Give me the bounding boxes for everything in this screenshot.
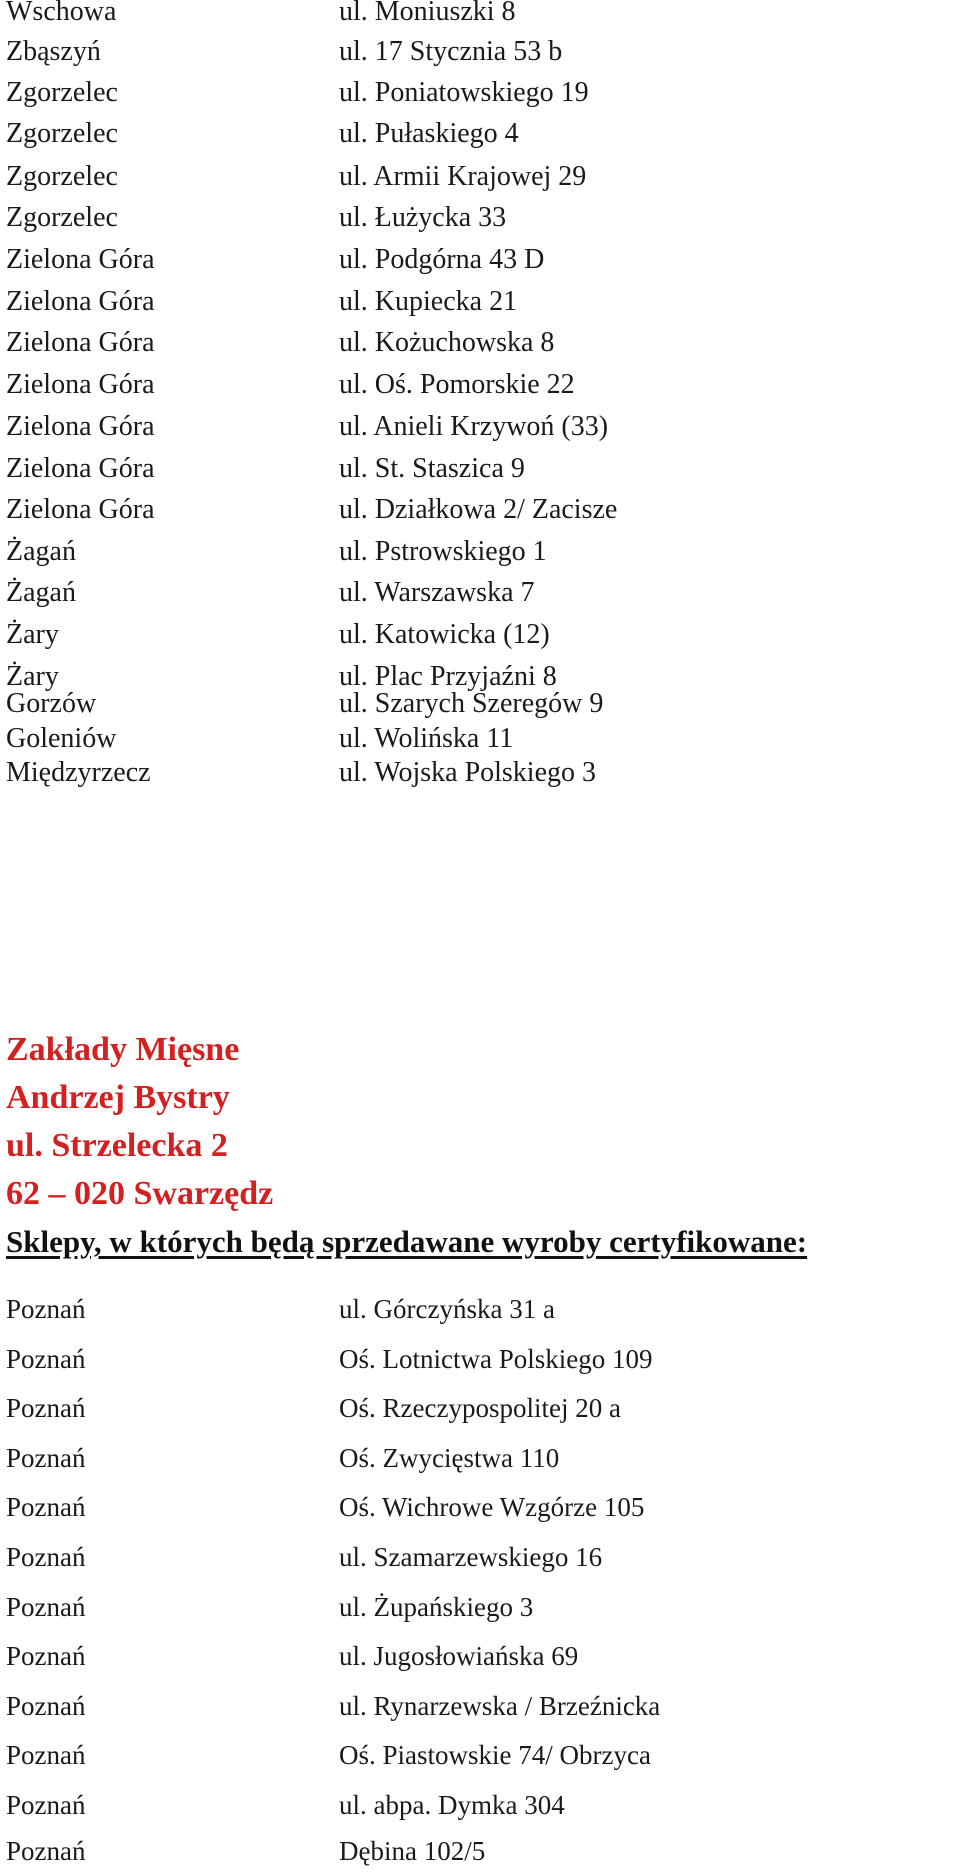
- street-address: ul. Moniuszki 8: [339, 0, 516, 27]
- street-address: ul. Szamarzewskiego 16: [339, 1542, 603, 1572]
- street-address: ul. Warszawska 7: [339, 577, 535, 608]
- list-item: [0, 1788, 960, 1828]
- city-name: Poznań: [6, 1790, 86, 1820]
- city-name: Poznań: [6, 1443, 86, 1473]
- list-item: [0, 1342, 960, 1382]
- city-name: Zielona Góra: [6, 411, 155, 442]
- city-name: Goleniów: [6, 723, 117, 754]
- list-item: [0, 410, 960, 450]
- street-address: Oś. Wichrowe Wzgórze 105: [339, 1492, 645, 1522]
- list-item: [0, 687, 960, 727]
- city-name: Żary: [6, 661, 59, 692]
- street-address: ul. Pułaskiego 4: [339, 118, 519, 149]
- street-address: ul. Jugosłowiańska 69: [339, 1641, 579, 1671]
- list-item: [0, 535, 960, 575]
- city-name: Żagań: [6, 577, 76, 608]
- city-name: Zielona Góra: [6, 453, 155, 484]
- street-address: ul. Anieli Krzywoń (33): [339, 411, 609, 442]
- city-name: Poznań: [6, 1836, 86, 1866]
- street-address: ul. Katowicka (12): [339, 619, 550, 650]
- street-address: ul. Plac Przyjaźni 8: [339, 661, 557, 692]
- city-name: Zielona Góra: [6, 286, 155, 317]
- street-address: ul. Wojska Polskiego 3: [339, 757, 597, 788]
- city-name: Zielona Góra: [6, 244, 155, 275]
- city-name: Zielona Góra: [6, 494, 155, 525]
- list-item: [0, 756, 960, 796]
- city-name: Zgorzelec: [6, 202, 118, 233]
- list-item: [0, 201, 960, 241]
- street-address: Oś. Zwycięstwa 110: [339, 1443, 560, 1473]
- list-item: [0, 35, 960, 75]
- street-address: ul. Pstrowskiego 1: [339, 536, 547, 567]
- street-address: Oś. Piastowskie 74/ Obrzyca: [339, 1740, 651, 1770]
- city-name: Zgorzelec: [6, 77, 118, 108]
- street-address: Oś. Lotnictwa Polskiego 109: [339, 1344, 653, 1374]
- city-name: Żagań: [6, 536, 76, 567]
- list-item: [0, 160, 960, 200]
- company-street: ul. Strzelecka 2: [6, 1127, 228, 1164]
- list-item: [0, 368, 960, 408]
- company-postal-city: 62 – 020 Swarzędz: [6, 1175, 274, 1212]
- list-item: [0, 1391, 960, 1431]
- list-item: [0, 1292, 960, 1332]
- list-item: [0, 326, 960, 366]
- company-name-line2: Andrzej Bystry: [6, 1079, 230, 1116]
- city-name: Wschowa: [6, 0, 117, 27]
- street-address: ul. Łużycka 33: [339, 202, 507, 233]
- list-item: [0, 1689, 960, 1729]
- city-name: Poznań: [6, 1641, 86, 1671]
- street-address: ul. Oś. Pomorskie 22: [339, 369, 575, 400]
- street-address: ul. Armii Krajowej 29: [339, 161, 587, 192]
- list-item: [0, 1441, 960, 1481]
- city-name: Zielona Góra: [6, 327, 155, 358]
- street-address: ul. 17 Stycznia 53 b: [339, 36, 563, 67]
- list-item: [0, 1590, 960, 1630]
- street-address: Oś. Rzeczypospolitej 20 a: [339, 1393, 621, 1423]
- company-name-line1: Zakłady Mięsne: [6, 1031, 240, 1068]
- list-item: [0, 76, 960, 116]
- street-address: ul. Rynarzewska / Brzeźnicka: [339, 1691, 661, 1721]
- list-item: [0, 618, 960, 658]
- city-name: Poznań: [6, 1592, 86, 1622]
- city-name: Zgorzelec: [6, 118, 118, 149]
- city-name: Poznań: [6, 1542, 86, 1572]
- list-item: [0, 285, 960, 325]
- street-address: ul. abpa. Dymka 304: [339, 1790, 565, 1820]
- list-item: [0, 1540, 960, 1580]
- list-item: [0, 1490, 960, 1530]
- city-name: Poznań: [6, 1492, 86, 1522]
- city-name: Poznań: [6, 1294, 86, 1324]
- list-item: [0, 576, 960, 616]
- list-item: [0, 1834, 960, 1874]
- list-item: [0, 1738, 960, 1778]
- list-item: [0, 117, 960, 157]
- list-item: [0, 1639, 960, 1679]
- city-name: Poznań: [6, 1344, 86, 1374]
- street-address: ul. Wolińska 11: [339, 723, 514, 754]
- street-address: ul. Działkowa 2/ Zacisze: [339, 494, 618, 525]
- city-name: Poznań: [6, 1691, 86, 1721]
- list-item: [0, 452, 960, 492]
- city-name: Poznań: [6, 1393, 86, 1423]
- city-name: Poznań: [6, 1740, 86, 1770]
- city-name: Międzyrzecz: [6, 757, 151, 788]
- street-address: ul. Kupiecka 21: [339, 286, 518, 317]
- list-item: [0, 0, 960, 35]
- city-name: Zgorzelec: [6, 161, 118, 192]
- list-item: [0, 493, 960, 533]
- street-address: ul. Żupańskiego 3: [339, 1592, 534, 1622]
- street-address: ul. Kożuchowska 8: [339, 327, 555, 358]
- list-item: [0, 243, 960, 283]
- street-address: ul. Szarych Szeregów 9: [339, 688, 604, 719]
- street-address: ul. St. Staszica 9: [339, 453, 525, 484]
- street-address: ul. Podgórna 43 D: [339, 244, 545, 275]
- city-name: Gorzów: [6, 688, 97, 719]
- street-address: ul. Poniatowskiego 19: [339, 77, 589, 108]
- street-address: Dębina 102/5: [339, 1836, 486, 1866]
- city-name: Zbąszyń: [6, 36, 101, 67]
- shops-heading: Sklepy, w których będą sprzedawane wyroby certyfikowane:: [6, 1224, 808, 1259]
- city-name: Zielona Góra: [6, 369, 155, 400]
- street-address: ul. Górczyńska 31 a: [339, 1294, 555, 1324]
- city-name: Żary: [6, 619, 59, 650]
